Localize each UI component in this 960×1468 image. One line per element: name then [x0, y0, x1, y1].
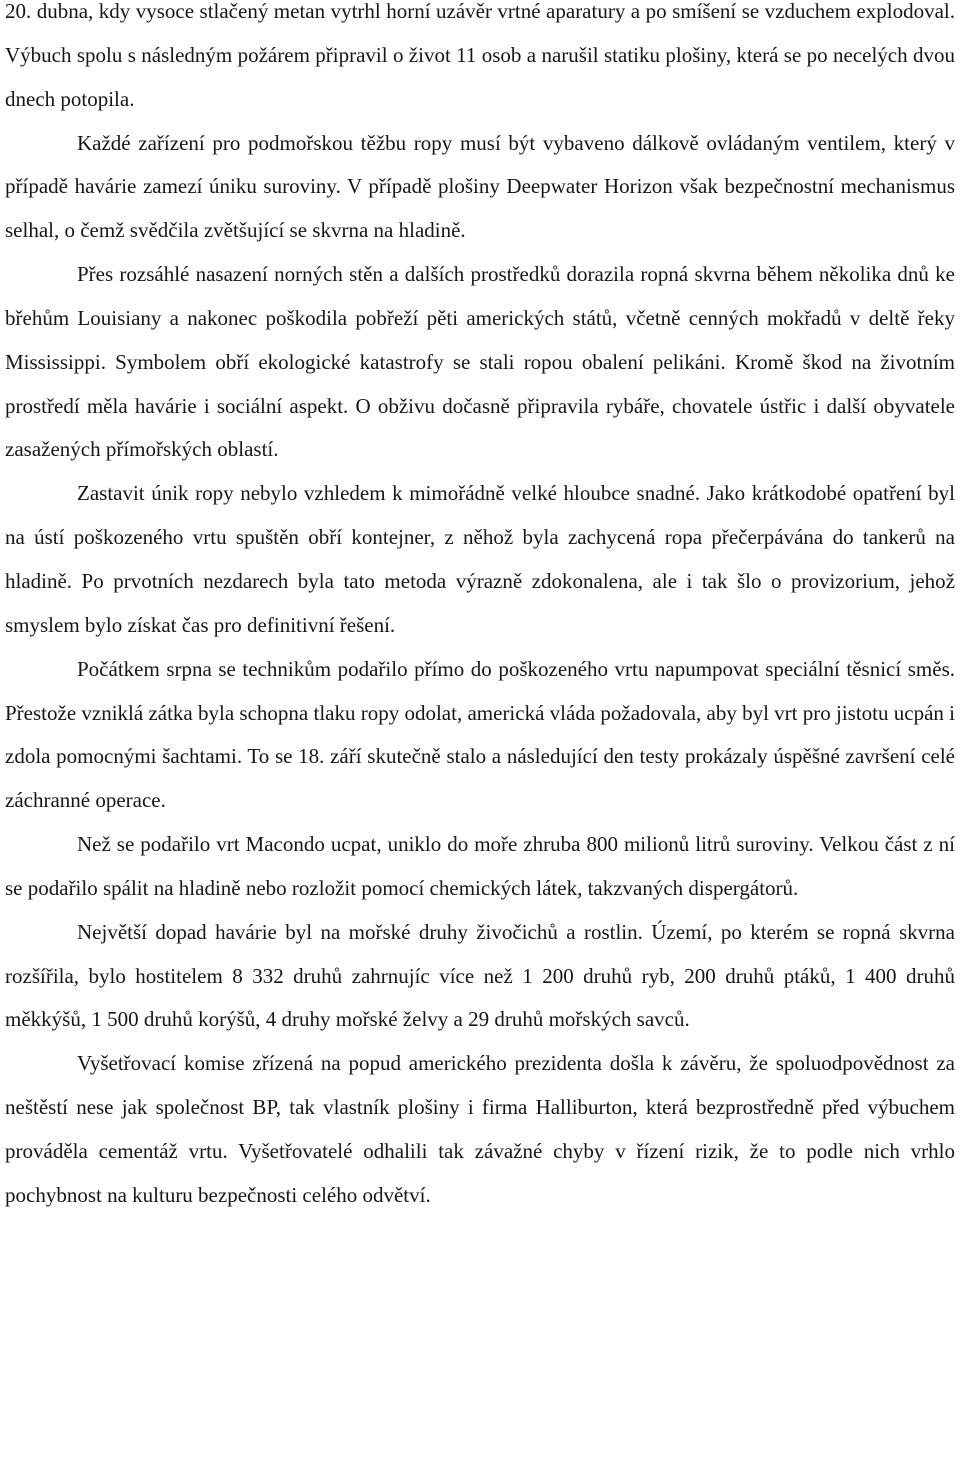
paragraph-well-sealing: Počátkem srpna se technikům podařilo přímo do poškozeného vrtu napumpovat speciální těsnicí směs. Přestože vzniklá zátka byla schopna tlaku ropy odolat, americká vláda požadovala, aby byl vrt pro jistotu ucpán i zdola pomocnými šachtami. To se 18. září skutečně stalo a následující den testy prokázaly úspěšné završení celé záchranné operace. — [5, 656, 955, 813]
document-page — [5, 0, 955, 1218]
paragraph-valve-failure: Každé zařízení pro podmořskou těžbu ropy musí být vybaveno dálkově ovládaným ventilem, který v případě havárie zamezí úniku suroviny. V případě plošiny Deepwater Horizon však bezpečnostní mechanismus selhal, o čemž svědčila zvětšující se skvrna na hladině. — [5, 130, 955, 243]
paragraph-explosion: 20. dubna, kdy vysoce stlačený metan vytrhl horní uzávěr vrtné aparatury a po smíšení se vzduchem explodoval. Výbuch spolu s následným požárem připravil o život 11 osob a narušil statiku plošiny, která se po necelých dvou dnech potopila. — [5, 0, 955, 111]
paragraph-investigation: Vyšetřovací komise zřízená na popud amerického prezidenta došla k závěru, že spoluodpovědnost za neštěstí nese jak společnost BP, tak vlastník plošiny i firma Halliburton, která bezprostředně před výbuchem prováděla cementáž vrtu. Vyšetřovatelé odhalili tak závažné chyby v řízení rizik, že to podle nich vrhlo pochybnost na kulturu bezpečnosti celého odvětví. — [5, 1051, 955, 1207]
paragraph-oil-spill-spread: Přes rozsáhlé nasazení norných stěn a dalších prostředků dorazila ropná skvrna během několika dnů ke břehům Louisiany a nakonec poškodila pobřeží pěti amerických států, včetně cenných mokřadů v deltě řeky Mississippi. Symbolem obří ekologické katastrofy se stali ropou obalení pelikáni. Kromě škod na životním prostředí měla havárie i sociální aspekt. O obživu dočasně připravila rybáře, chovatele ústřic i další obyvatele zasažených přímořských oblastí. — [5, 262, 955, 462]
paragraph-containment: Zastavit únik ropy nebylo vzhledem k mimořádně velké hloubce snadné. Jako krátkodobé opatření byl na ústí poškozeného vrtu spuštěn obří kontejner, z něhož byla zachycená ropa přečerpávána do tankerů na hladině. Po prvotních nezdarech byla tato metoda výrazně zdokonalena, ale i tak šlo o provizorium, jehož smyslem bylo získat čas pro definitivní řešení. — [5, 481, 955, 637]
paragraph-ecological-impact: Největší dopad havárie byl na mořské druhy živočichů a rostlin. Území, po kterém se ropná skvrna rozšířila, bylo hostitelem 8 332 druhů zahrnujíc více než 1 200 druhů ryb, 200 druhů ptáků, 1 400 druhů měkkýšů, 1 500 druhů korýšů, 4 druhy mořské želvy a 29 druhů mořských savců. — [5, 919, 955, 1032]
paragraph-leak-volume: Než se podařilo vrt Macondo ucpat, uniklo do moře zhruba 800 milionů litrů suroviny. Velkou část z ní se podařilo spálit na hladině nebo rozložit pomocí chemických látek, takzvaných dispergátorů. — [5, 832, 955, 900]
